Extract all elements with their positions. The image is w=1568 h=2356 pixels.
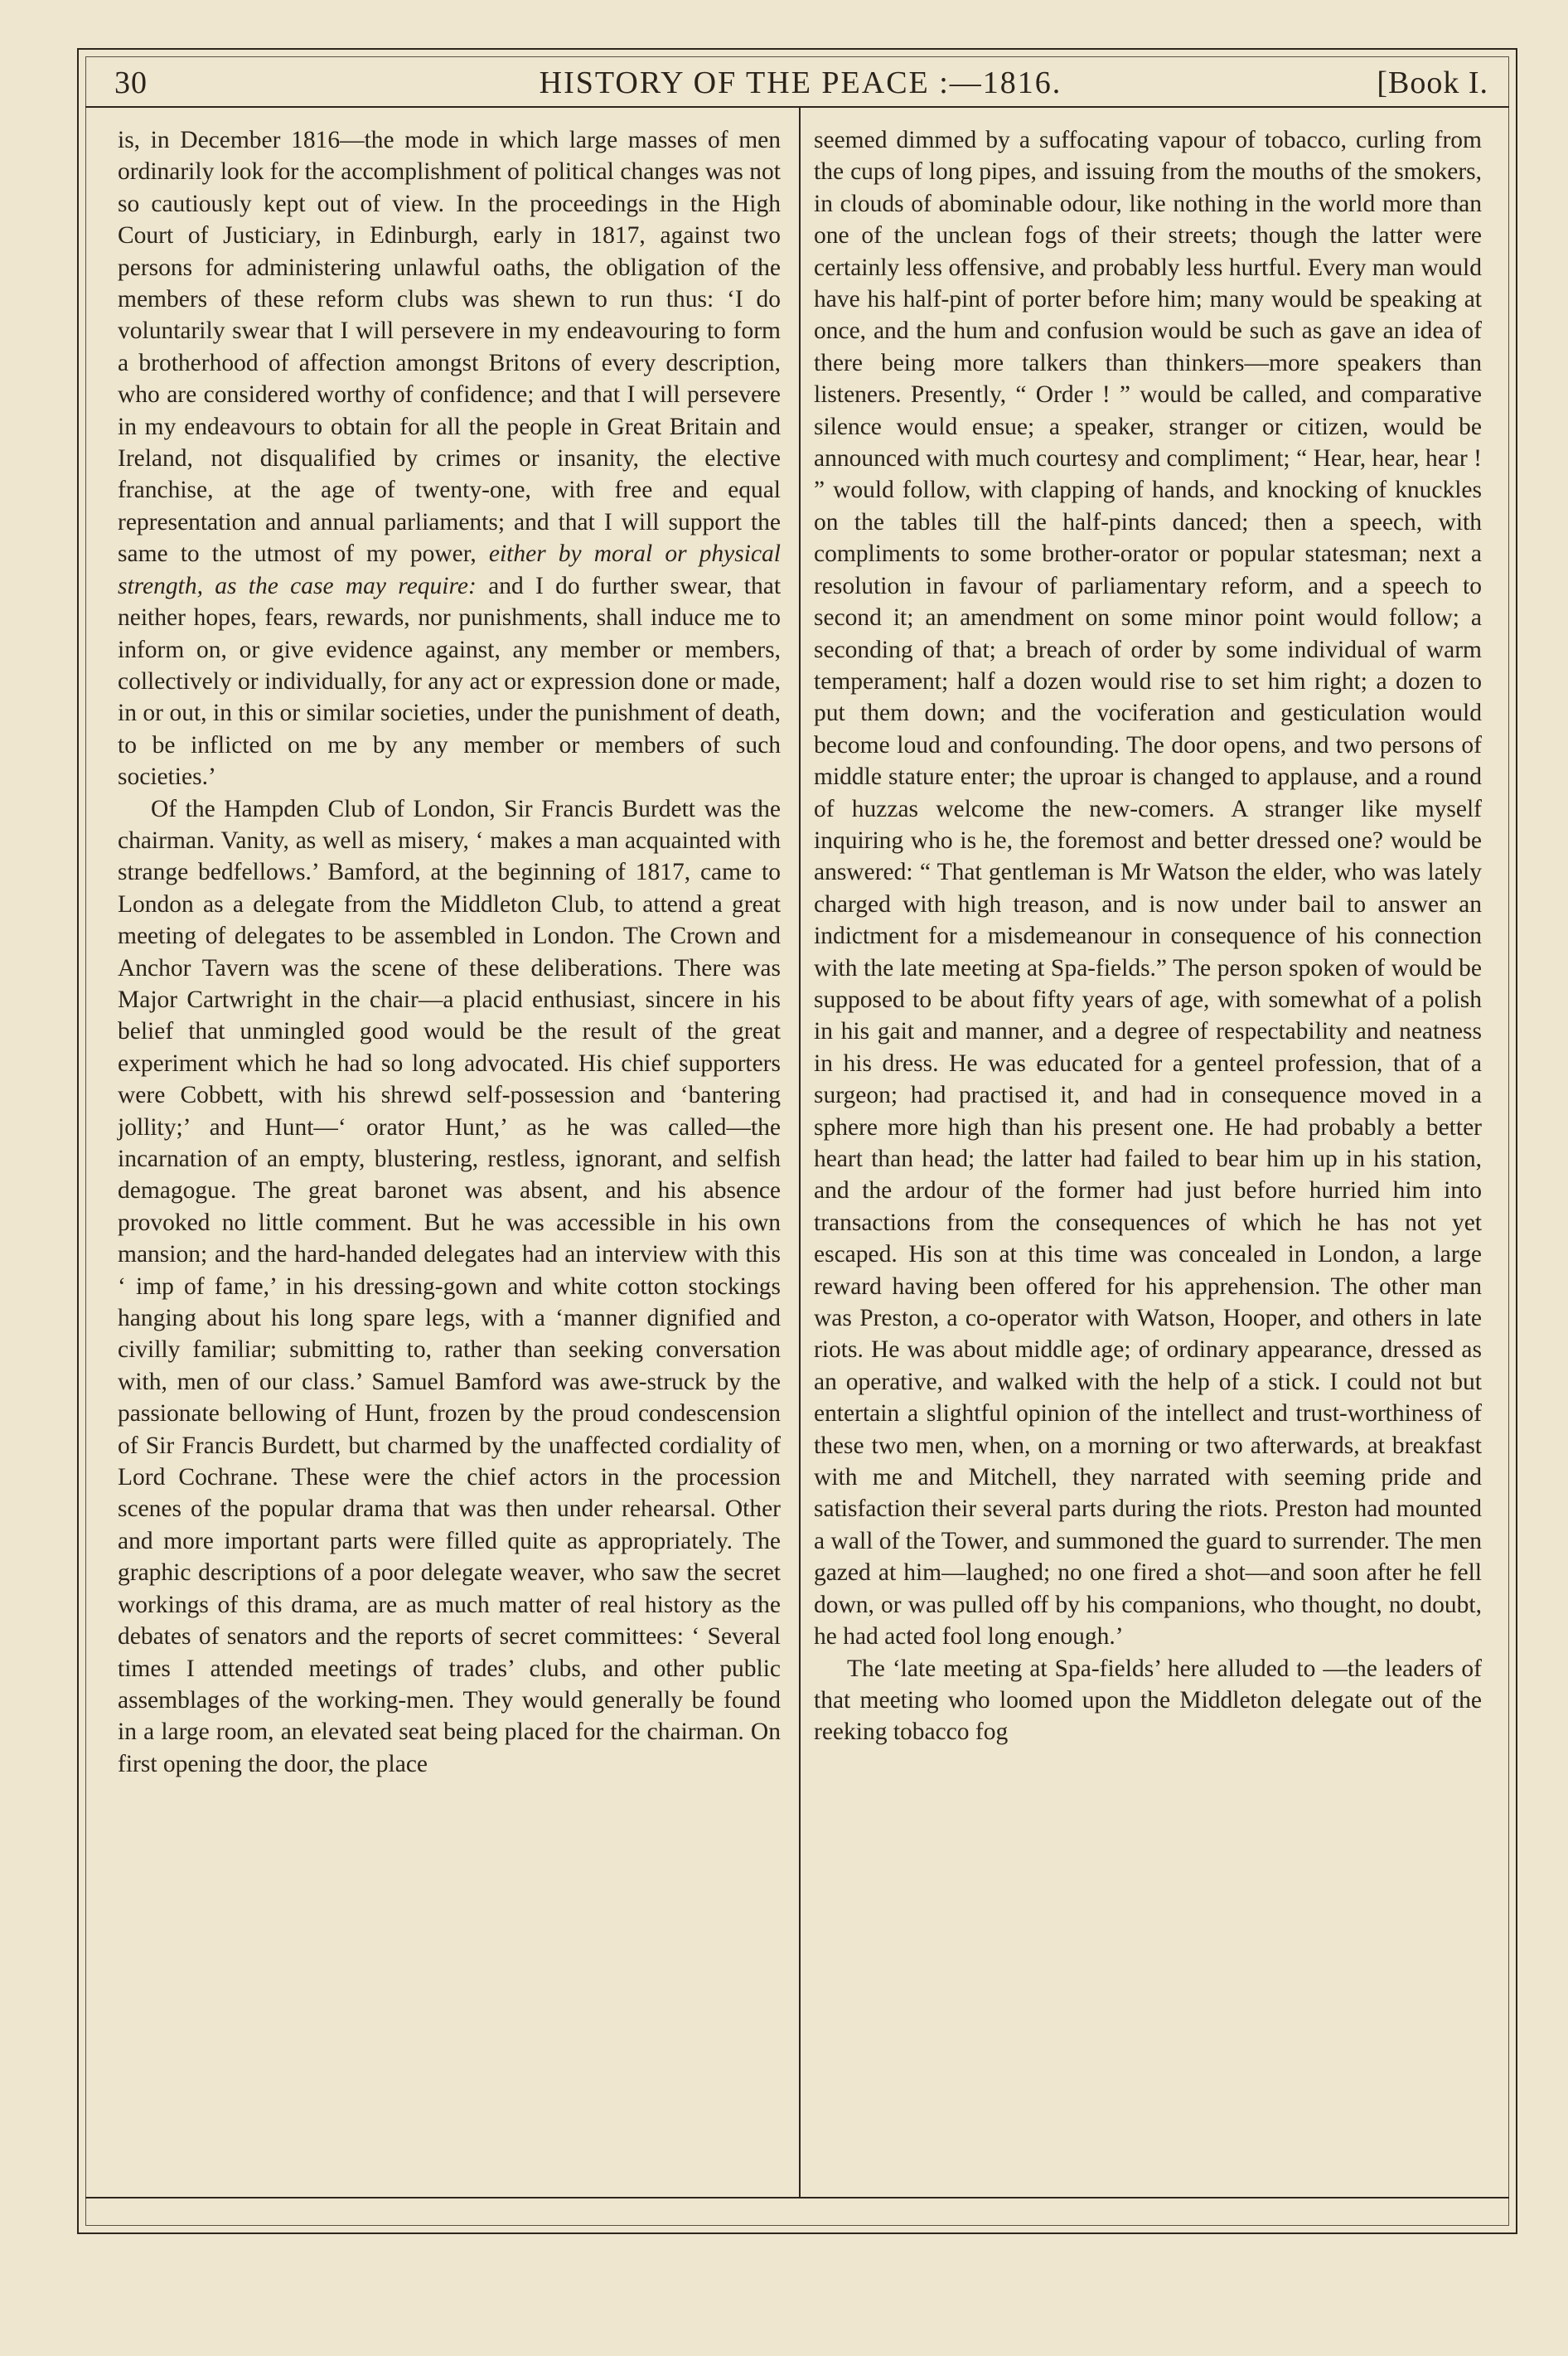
right-paragraph-2: The ‘late meeting at Spa-fields’ here alluded to —the leaders of that meeting who loomed upon the Middleton delegate out of the reeking tobacco fog bbox=[814, 1655, 1482, 1746]
book-label: [Book I. bbox=[1377, 65, 1488, 100]
column-divider bbox=[799, 108, 801, 2197]
left-paragraph-1 bbox=[118, 124, 781, 793]
page-header bbox=[99, 60, 1502, 103]
left-p1-text-a: is, in December 1816—the mode in which large masses of men ordinarily look for the accomplishment of political changes was not so cautiously kept out of view. In the proceedings in the High Court of Justiciary, in Edinburgh, early in 1817, against two persons for administering unlawful oaths, the obligation of the members of these reform clubs was shewn to run thus: ‘I do voluntarily swear that I will persevere in my endeavouring to form a brotherhood of affection amongst Britons of every description, who are considered worthy of confidence; and that I will persevere in my endeavours to obtain for all the people in Great Britain and Ireland, not disqualified by crimes or insanity, the elective franchise, at the age of twenty-one, with free and equal representation and annual parliaments; and that I will support the same to the utmost of my power, bbox=[118, 127, 781, 568]
running-title: HISTORY OF THE PEACE :—1816. bbox=[539, 65, 1062, 100]
left-column bbox=[118, 124, 781, 1780]
bottom-rule bbox=[85, 2197, 1509, 2198]
left-p1-italic: either by moral or physical strength, as the case may require: bbox=[118, 541, 781, 599]
page-number: 30 bbox=[114, 65, 148, 100]
right-paragraph-1: seemed dimmed by a suffocating vapour of tobacco, curling from the cups of long pipes, and issuing from the mouths of the smokers, in clouds of abominable odour, like nothing in the world more than one of the unclean fogs of their streets; though the latter were certainly less offensive, and probably less hurtful. Every man would have his half-pint of porter before him; many would be speaking at once, and the hum and confusion would be such as gave an idea of there being more talkers than thinkers—more speakers than listeners. Presently, “ Order ! ” would be called, and comparative silence would ensue; a speaker, stranger or citizen, would be announced with much courtesy and compliment; “ Hear, hear, hear ! ” would follow, with clapping of hands, and knocking of knuckles on the tables till the half-pints danced; then a speech, with compliments to some brother-orator or popular statesman; next a resolution in favour of parliamentary reform, and a speech to second it; an amendment on some minor point would follow; a seconding of that; a breach of order by some individual of warm temperament; half a dozen would rise to set him right; a dozen to put them down; and the vociferation and gesticulation would become loud and confounding. The door opens, and two persons of middle stature enter; the uproar is changed to applause, and a round of huzzas welcome the new-comers. A stranger like myself inquiring who is he, the foremost and better dressed one? would be answered: “ That gentleman is Mr Watson the elder, who was lately charged with high treason, and is now under bail to answer an indictment for a misdemeanour in consequence of his connection with the late meeting at Spa-fields.” The person spoken of would be supposed to be about fifty years of age, with somewhat of a polish in his gait and manner, and a degree of respectability and neatness in his dress. He was educated for a genteel profession, that of a surgeon; had practised it, and had in consequence moved in a sphere more high than his present one. He had probably a better heart than head; the latter had failed to bear him up in his station, and the ardour of the former had just before hurried him into transactions from the consequences of which he has not yet escaped. His son at this time was concealed in London, a large reward having been offered for his apprehension. The other man was Preston, a co-operator with Watson, Hooper, and others in late riots. He was about middle age; of ordinary appearance, dressed as an operative, and walked with the help of a stick. I could not but entertain a slightful opinion of the intellect and trust-worthiness of these two men, when, on a morning or two afterwards, at breakfast with me and Mitchell, they narrated with seeming pride and satisfaction their several parts during the riots. Preston had mounted a wall of the Tower, and summoned the guard to surrender. The men gazed at him—laughed; no one fired a shot—and soon after he fell down, or was pulled off by his companions, who thought, no doubt, he had acted fool long enough.’ bbox=[814, 127, 1482, 1651]
header-rule bbox=[85, 106, 1509, 108]
right-column bbox=[814, 124, 1482, 1748]
left-p1-text-b: and I do further swear, that neither hopes, fears, rewards, nor punishments, shall induce me to inform on, or give evidence against, any member or members, collectively or individually, for any act or expression done or made, in or out, in this or similar societies, under the punishment of death, to be inflicted on me by any member or members of such societies.’ bbox=[118, 572, 782, 791]
left-paragraph-2: Of the Hampden Club of London, Sir Francis Burdett was the chairman. Vanity, as well as misery, ‘ makes a man acquainted with strange bedfellows.’ Bamford, at the beginning of 1817, came to London as a delegate from the Middleton Club, to attend a great meeting of delegates to be assembled in London. The Crown and Anchor Tavern was the scene of these deliberations. There was Major Cartwright in the chair—a placid enthusiast, sincere in his belief that unmingled good would be the result of the great experiment which he had so long advocated. His chief supporters were Cobbett, with his shrewd self-possession and ‘bantering jollity;’ and Hunt—‘ orator Hunt,’ as he was called—the incarnation of an empty, blustering, restless, ignorant, and selfish demagogue. The great baronet was absent, and his absence provoked no little comment. But he was accessible in his own mansion; and the hard-handed delegates had an interview with this ‘ imp of fame,’ in his dressing-gown and white cotton stockings hanging about his long spare legs, with a ‘manner dignified and civilly familiar; submitting to, rather than seeking conversation with, men of our class.’ Samuel Bamford was awe-struck by the passionate bellowing of Hunt, frozen by the proud condescension of Sir Francis Burdett, but charmed by the unaffected cordiality of Lord Cochrane. These were the chief actors in the procession scenes of the popular drama that was then under rehearsal. Other and more important parts were filled quite as appropriately. The graphic descriptions of a poor delegate weaver, who saw the secret workings of this drama, are as much matter of real history as the debates of senators and the reports of secret committees: ‘ Several times I attended meetings of trades’ clubs, and other public assemblages of the working-men. They would generally be found in a large room, an elevated seat being placed for the chairman. On first opening the door, the place bbox=[118, 795, 781, 1777]
